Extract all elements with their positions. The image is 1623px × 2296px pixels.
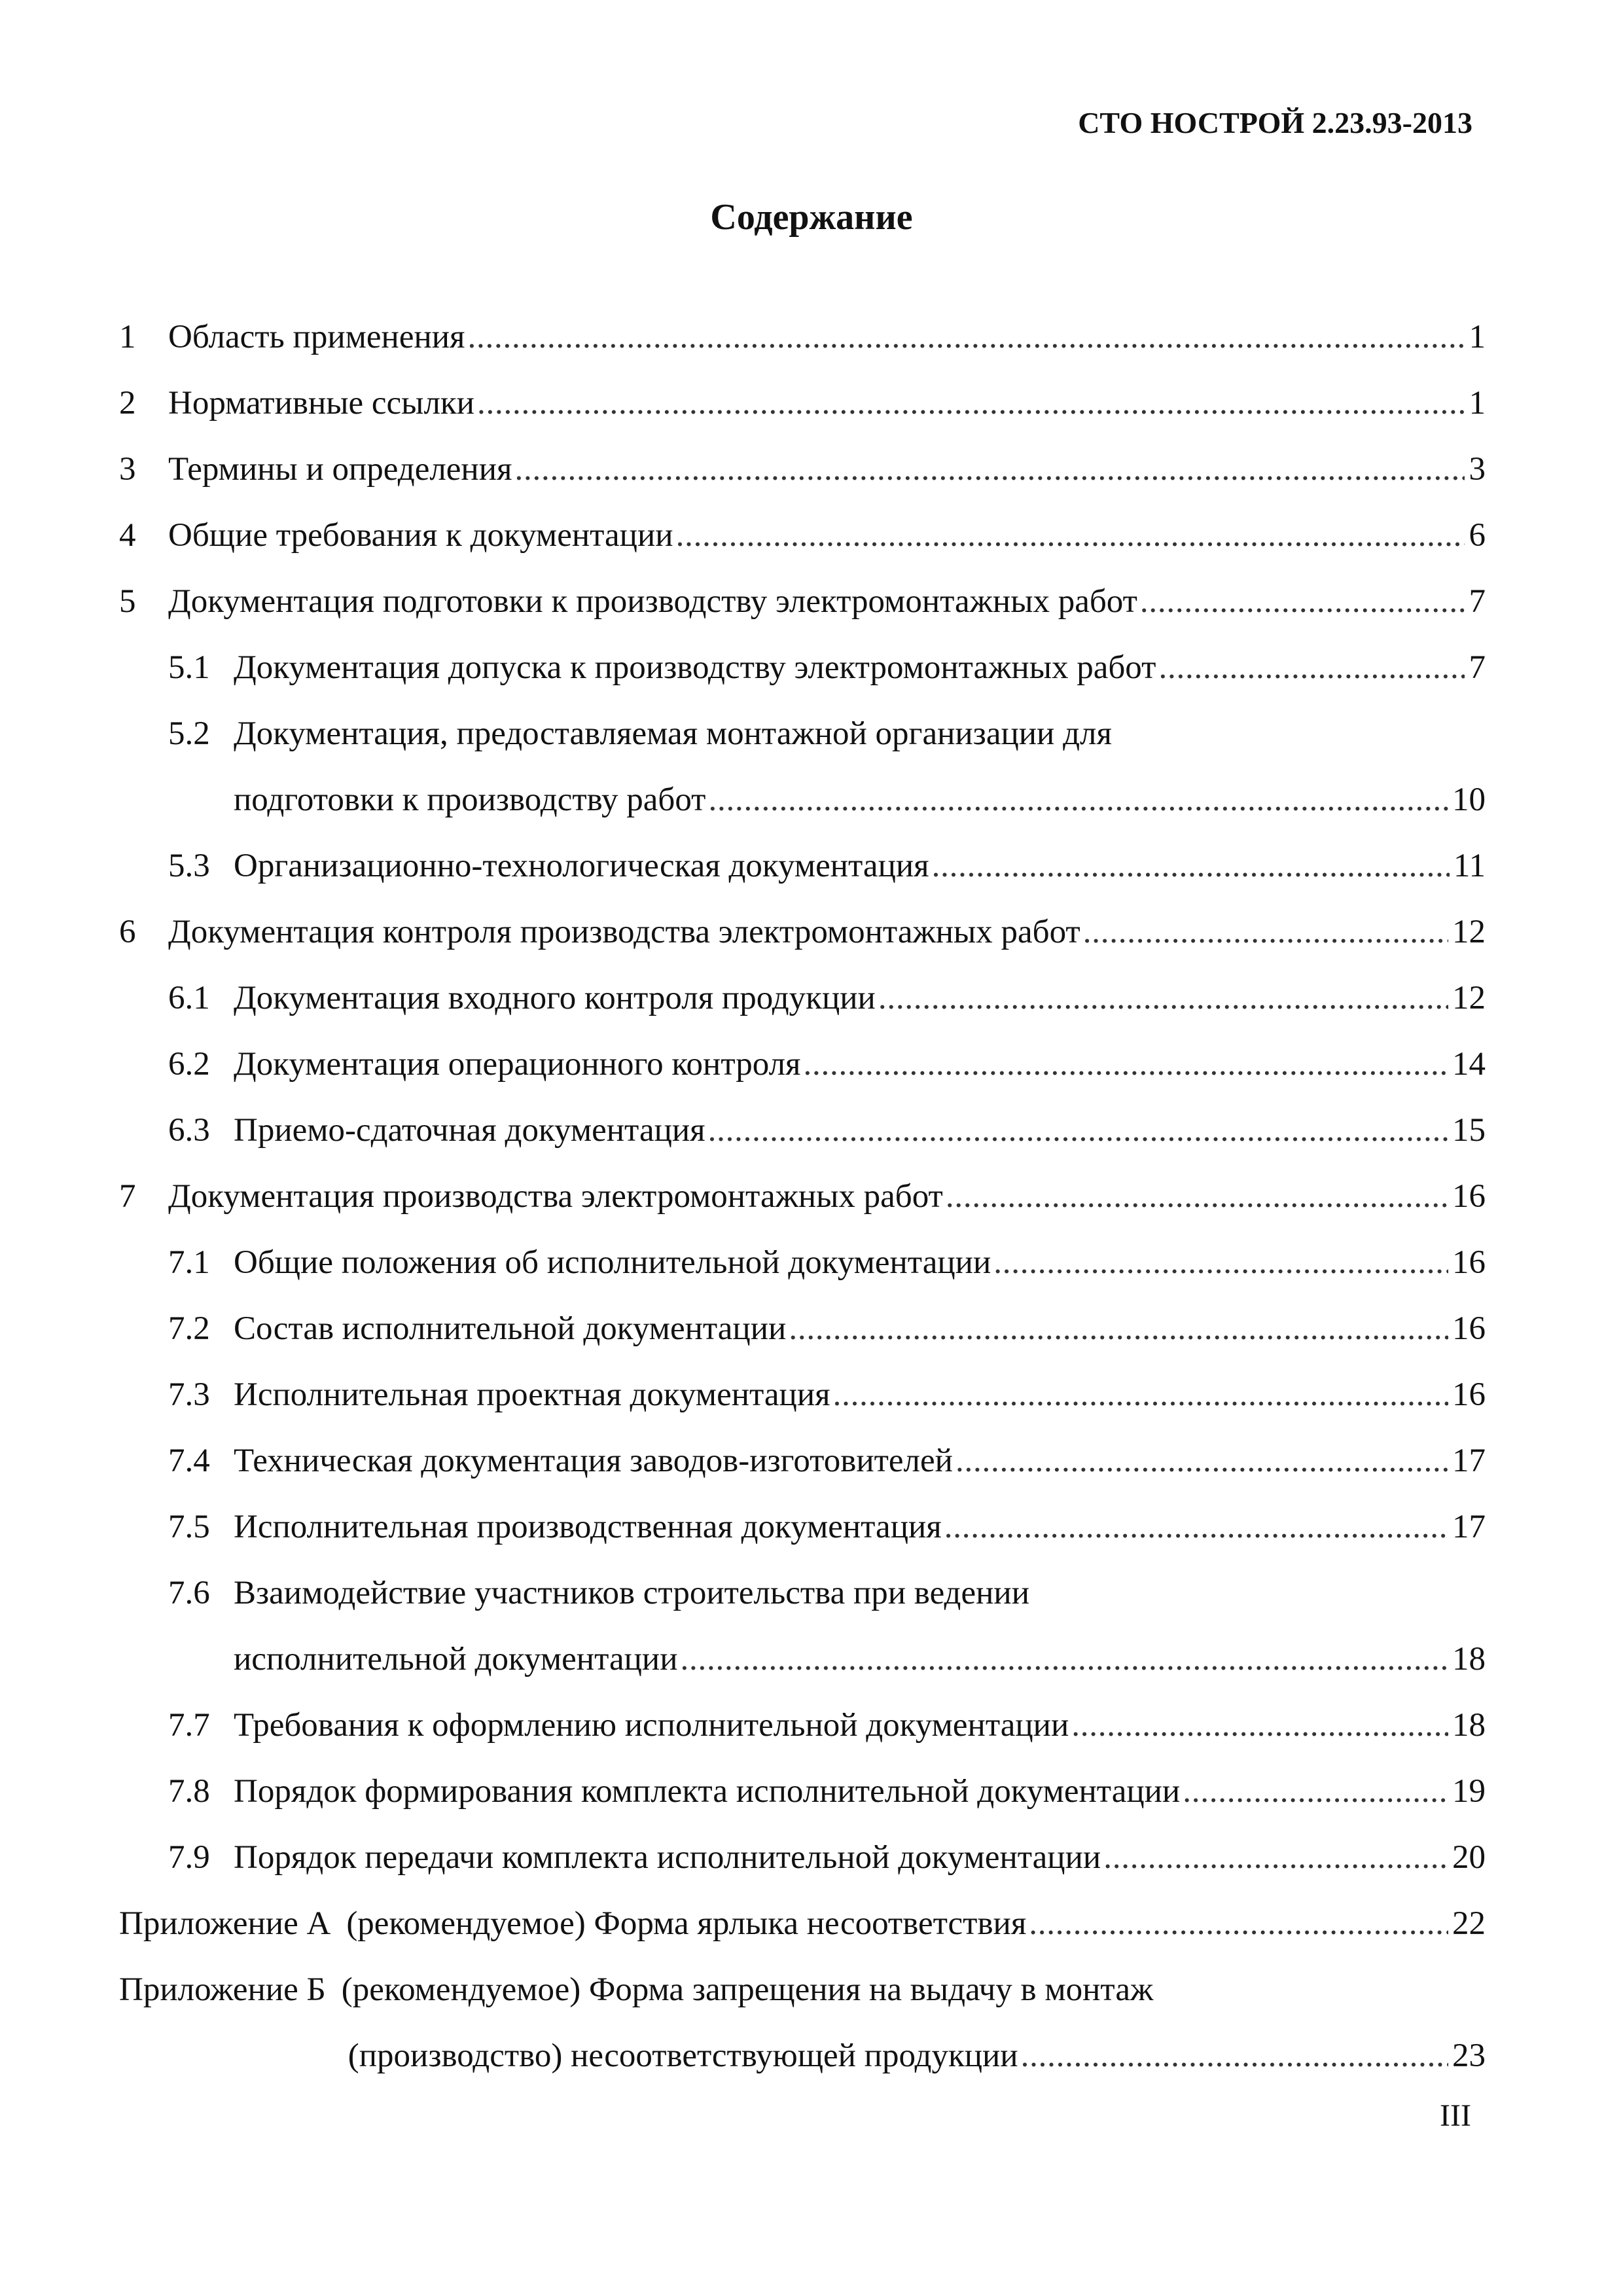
toc-entry-7-7[interactable] xyxy=(119,1693,1486,1759)
toc-entry-7-4[interactable] xyxy=(119,1428,1486,1494)
toc-entry-title: Требования к оформлению исполнительной документации xyxy=(234,1707,1069,1744)
toc-entry-number: 7.4 xyxy=(168,1443,210,1479)
toc-entry-number: 5.2 xyxy=(168,715,210,752)
toc-entry-title: (рекомендуемое) Форма ярлыка несоответствия xyxy=(346,1905,1027,1942)
table-of-contents xyxy=(119,304,1486,2089)
toc-entry-page: 20 xyxy=(1452,1839,1486,1876)
toc-entry-number: 7.5 xyxy=(168,1509,210,1545)
dot-leader xyxy=(1083,899,1448,965)
toc-entry-title: Нормативные ссылки xyxy=(168,385,474,422)
toc-entry-number: 4 xyxy=(119,517,136,554)
dot-leader xyxy=(955,1428,1448,1494)
toc-entry-6-2[interactable] xyxy=(119,1031,1486,1098)
toc-entry-title: Порядок формирования комплекта исполнительной документации xyxy=(234,1773,1181,1810)
toc-entry-page: 17 xyxy=(1452,1443,1486,1479)
toc-entry-number: 7.9 xyxy=(168,1839,210,1876)
toc-entry-page: 19 xyxy=(1452,1773,1486,1810)
toc-title: Содержание xyxy=(710,197,913,238)
toc-entry-number: 2 xyxy=(119,385,136,422)
toc-entry-7-2[interactable] xyxy=(119,1296,1486,1362)
dot-leader xyxy=(1103,1825,1448,1891)
dot-leader xyxy=(1021,2023,1448,2089)
toc-entry-number: 7.3 xyxy=(168,1376,210,1413)
toc-entry-title: Документация контроля производства электромонтажных работ xyxy=(168,914,1080,950)
toc-entry-title: Общие положения об исполнительной документации xyxy=(234,1244,991,1281)
toc-entry-page: 11 xyxy=(1453,848,1486,884)
toc-entry-page: 15 xyxy=(1452,1112,1486,1149)
toc-entry-number: 7.6 xyxy=(168,1575,210,1611)
toc-entry-page: 16 xyxy=(1452,1376,1486,1413)
toc-entry-page: 1 xyxy=(1469,385,1486,422)
toc-entry-page: 16 xyxy=(1452,1244,1486,1281)
toc-entry-number: 5.1 xyxy=(168,649,210,686)
toc-entry-7-6[interactable] xyxy=(119,1560,1486,1693)
dot-leader xyxy=(789,1296,1448,1362)
dot-leader xyxy=(993,1230,1448,1296)
toc-entry-appendix-a[interactable] xyxy=(119,1891,1486,1957)
toc-entry-7-3[interactable] xyxy=(119,1362,1486,1428)
toc-entry-title: Документация операционного контроля xyxy=(234,1046,801,1083)
toc-entry-7-9[interactable] xyxy=(119,1825,1486,1891)
toc-entry-title: Исполнительная проектная документация xyxy=(234,1376,830,1413)
toc-entry-number: 6 xyxy=(119,914,136,950)
dot-leader xyxy=(1071,1693,1448,1759)
toc-entry-title: Документация входного контроля продукции xyxy=(234,980,876,1016)
dot-leader xyxy=(1140,569,1465,635)
toc-entry-page: 7 xyxy=(1469,583,1486,620)
toc-entry-title: Документация, предоставляемая монтажной организации для xyxy=(234,715,1112,752)
toc-entry-number: 6.2 xyxy=(168,1046,210,1083)
dot-leader xyxy=(468,304,1465,370)
toc-entry-number: 5 xyxy=(119,583,136,620)
dot-leader xyxy=(514,437,1465,503)
toc-entry-page: 16 xyxy=(1452,1178,1486,1215)
toc-entry-title-continued: исполнительной документации xyxy=(234,1641,678,1677)
toc-entry-page: 14 xyxy=(1452,1046,1486,1083)
toc-entry-number: 3 xyxy=(119,451,136,488)
dot-leader xyxy=(681,1626,1448,1693)
toc-entry-title-continued: (производство) несоответствующей продукции xyxy=(348,2037,1018,2074)
toc-entry-title: Порядок передачи комплекта исполнительной документации xyxy=(234,1839,1101,1876)
dot-leader xyxy=(878,965,1448,1031)
toc-entry-page: 10 xyxy=(1452,781,1486,818)
toc-entry-number: Приложение А xyxy=(119,1905,331,1942)
toc-entry-title: Общие требования к документации xyxy=(168,517,673,554)
dot-leader xyxy=(833,1362,1448,1428)
toc-entry-7[interactable] xyxy=(119,1164,1486,1230)
toc-entry-page: 7 xyxy=(1469,649,1486,686)
toc-entry-page: 6 xyxy=(1469,517,1486,554)
toc-entry-title: Состав исполнительной документации xyxy=(234,1310,787,1347)
dot-leader xyxy=(944,1494,1448,1560)
toc-entry-number: 7.1 xyxy=(168,1244,210,1281)
toc-entry-6-1[interactable] xyxy=(119,965,1486,1031)
toc-entry-page: 12 xyxy=(1452,914,1486,950)
document-code: СТО НОСТРОЙ 2.23.93-2013 xyxy=(1078,106,1472,139)
toc-entry-number: 7.2 xyxy=(168,1310,210,1347)
toc-entry-title: Исполнительная производственная документация xyxy=(234,1509,942,1545)
toc-entry-7-5[interactable] xyxy=(119,1494,1486,1560)
toc-entry-page: 23 xyxy=(1452,2037,1486,2074)
toc-entry-3[interactable] xyxy=(119,437,1486,503)
dot-leader xyxy=(803,1031,1448,1098)
toc-entry-page: 18 xyxy=(1452,1641,1486,1677)
toc-entry-1[interactable] xyxy=(119,304,1486,370)
dot-leader xyxy=(1158,635,1465,701)
toc-entry-page: 16 xyxy=(1452,1310,1486,1347)
toc-entry-page: 3 xyxy=(1469,451,1486,488)
toc-entry-title: Область применения xyxy=(168,319,465,355)
toc-entry-title: Документация допуска к производству электромонтажных работ xyxy=(234,649,1156,686)
toc-entry-7-8[interactable] xyxy=(119,1759,1486,1825)
dot-leader xyxy=(932,833,1450,899)
toc-entry-5[interactable] xyxy=(119,569,1486,635)
toc-entry-number: 5.3 xyxy=(168,848,210,884)
toc-entry-number: 7.7 xyxy=(168,1707,210,1744)
toc-entry-6-3[interactable] xyxy=(119,1098,1486,1164)
dot-leader xyxy=(477,370,1465,437)
toc-entry-page: 18 xyxy=(1452,1707,1486,1744)
toc-entry-number: 6.3 xyxy=(168,1112,210,1149)
toc-entry-5-1[interactable] xyxy=(119,635,1486,701)
toc-entry-page: 1 xyxy=(1469,319,1486,355)
dot-leader xyxy=(1183,1759,1448,1825)
toc-entry-title: Приемо-сдаточная документация xyxy=(234,1112,705,1149)
toc-entry-5-3[interactable] xyxy=(119,833,1486,899)
dot-leader xyxy=(708,1098,1448,1164)
toc-entry-title: Документация производства электромонтажных работ xyxy=(168,1178,943,1215)
dot-leader xyxy=(1029,1891,1448,1957)
toc-entry-title: (рекомендуемое) Форма запрещения на выдачу в монтаж xyxy=(341,1971,1154,2008)
toc-entry-number: Приложение Б xyxy=(119,1971,326,2008)
toc-entry-appendix-b[interactable] xyxy=(119,1957,1486,2089)
toc-entry-page: 22 xyxy=(1452,1905,1486,1942)
toc-entry-number: 7 xyxy=(119,1178,136,1215)
toc-entry-title-continued: подготовки к производству работ xyxy=(234,781,706,818)
toc-entry-title: Организационно-технологическая документация xyxy=(234,848,929,884)
toc-entry-title: Термины и определения xyxy=(168,451,512,488)
toc-entry-page: 17 xyxy=(1452,1509,1486,1545)
toc-entry-6[interactable] xyxy=(119,899,1486,965)
page-number: III xyxy=(1440,2098,1471,2133)
toc-entry-page: 12 xyxy=(1452,980,1486,1016)
toc-entry-5-2[interactable] xyxy=(119,701,1486,833)
toc-entry-7-1[interactable] xyxy=(119,1230,1486,1296)
toc-entry-number: 6.1 xyxy=(168,980,210,1016)
toc-entry-title: Техническая документация заводов-изготовителей xyxy=(234,1443,953,1479)
dot-leader xyxy=(676,503,1465,569)
dot-leader xyxy=(946,1164,1448,1230)
toc-entry-number: 7.8 xyxy=(168,1773,210,1810)
dot-leader xyxy=(708,767,1448,833)
toc-entry-4[interactable] xyxy=(119,503,1486,569)
toc-entry-title: Документация подготовки к производству электромонтажных работ xyxy=(168,583,1137,620)
toc-entry-title: Взаимодействие участников строительства при ведении xyxy=(234,1575,1030,1611)
toc-entry-number: 1 xyxy=(119,319,136,355)
toc-entry-2[interactable] xyxy=(119,370,1486,437)
